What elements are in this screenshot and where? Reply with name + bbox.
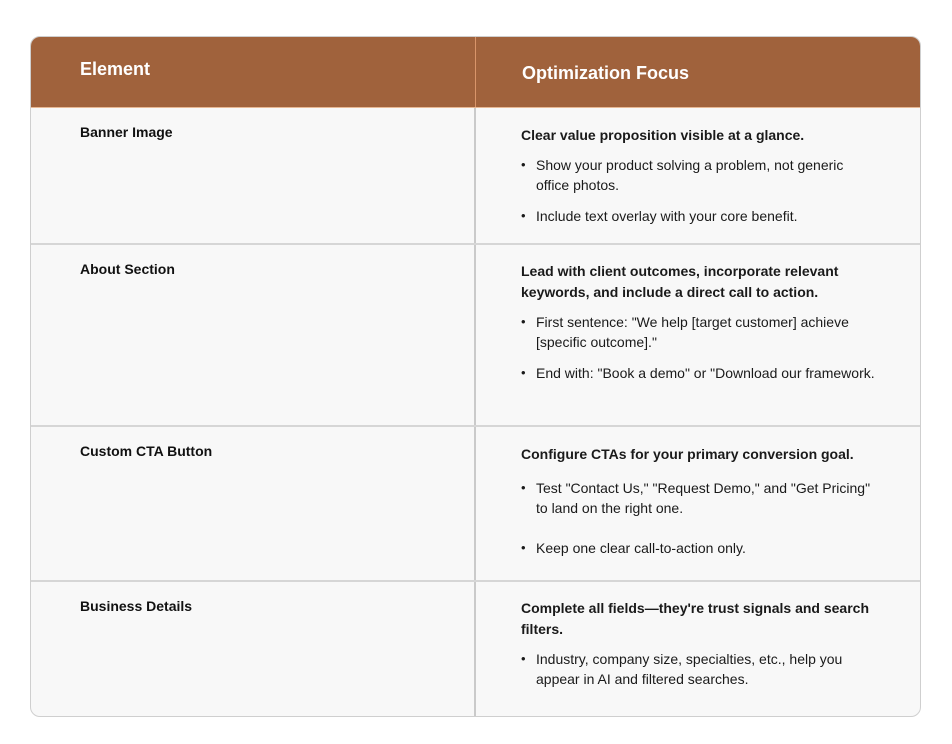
element-name: About Section bbox=[31, 245, 476, 425]
bullet-text: Industry, company size, specialties, etc., help you appear in AI and filtered searches. bbox=[536, 651, 843, 687]
optimization-table bbox=[30, 36, 921, 717]
bullet-icon: • bbox=[521, 480, 526, 495]
bullet-item bbox=[521, 538, 880, 558]
table-row bbox=[31, 108, 920, 245]
bullet-item bbox=[521, 312, 880, 352]
bullet-text: Show your product solving a problem, not generic office photos. bbox=[536, 157, 844, 193]
table-row bbox=[31, 427, 920, 582]
bullet-text: First sentence: "We help [target customer] achieve [specific outcome]." bbox=[536, 314, 849, 350]
focus-lead: Complete all fields—they're trust signals and search filters. bbox=[521, 600, 869, 637]
optimization-focus bbox=[476, 582, 920, 717]
bullet-item bbox=[521, 478, 880, 518]
bullet-item bbox=[521, 649, 880, 689]
optimization-focus bbox=[476, 245, 920, 425]
element-name: Business Details bbox=[31, 582, 476, 717]
bullet-text: Include text overlay with your core benefit. bbox=[536, 208, 798, 224]
optimization-focus bbox=[476, 427, 920, 580]
header-optimization-focus: Optimization Focus bbox=[522, 62, 690, 83]
bullet-item bbox=[521, 155, 880, 195]
table-row bbox=[31, 245, 920, 427]
bullet-text: End with: "Book a demo" or "Download our framework. bbox=[536, 365, 875, 381]
element-name: Banner Image bbox=[31, 108, 476, 243]
header-element: Element bbox=[31, 37, 476, 107]
bullet-text: Keep one clear call-to-action only. bbox=[536, 540, 746, 556]
table-header bbox=[31, 37, 920, 108]
focus-lead: Lead with client outcomes, incorporate relevant keywords, and include a direct call to action. bbox=[521, 263, 839, 300]
element-name: Custom CTA Button bbox=[31, 427, 476, 580]
optimization-focus bbox=[476, 108, 920, 243]
focus-lead: Configure CTAs for your primary conversion goal. bbox=[521, 446, 854, 462]
table-row bbox=[31, 582, 920, 717]
focus-lead: Clear value proposition visible at a glance. bbox=[521, 127, 805, 143]
bullet-item bbox=[521, 363, 880, 383]
bullet-icon: • bbox=[521, 314, 526, 329]
bullet-icon: • bbox=[521, 208, 526, 223]
bullet-icon: • bbox=[521, 540, 526, 555]
bullet-icon: • bbox=[521, 157, 526, 172]
bullet-icon: • bbox=[521, 651, 526, 666]
bullet-item bbox=[521, 206, 880, 226]
bullet-text: Test "Contact Us," "Request Demo," and "Get Pricing" to land on the right one. bbox=[536, 480, 871, 516]
bullet-icon: • bbox=[521, 365, 526, 380]
